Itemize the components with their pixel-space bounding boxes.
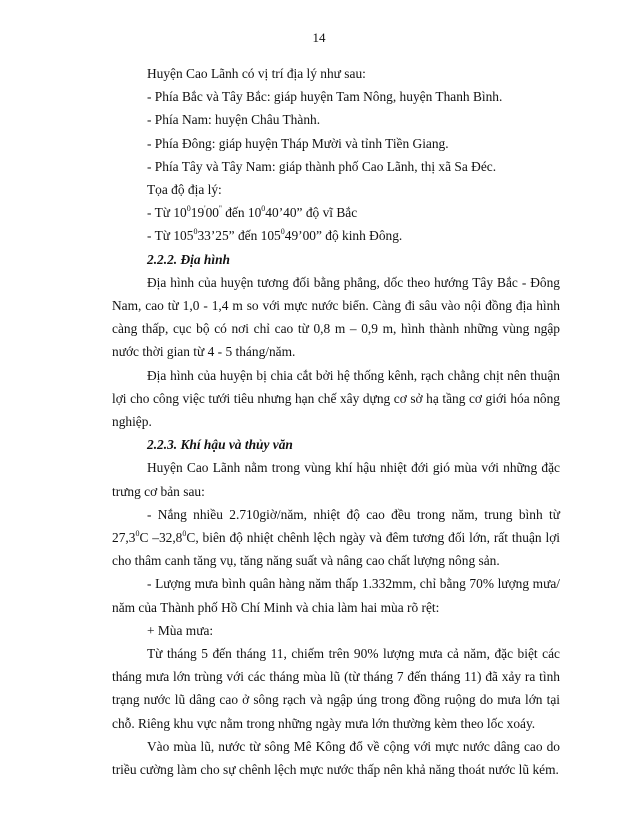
location-intro: Huyện Cao Lãnh có vị trí địa lý như sau: [147, 66, 366, 81]
climate-paragraph-1: Huyện Cao Lãnh nằm trong vùng khí hậu nhiệt đới gió mùa với những đặc trưng cơ bản sau: [112, 460, 560, 499]
lon-text-b: 33’25” đến 105 [197, 228, 281, 244]
climate-paragraph-3: - Lượng mưa bình quân hàng năm thấp 1.332mm, chỉ bằng 70% lượng mưa/ năm của Thành phố Hồ Chí Minh và chia làm hai mùa rõ rệt: [112, 576, 560, 615]
latitude-line [112, 201, 560, 224]
sunshine-text-a: - Nắng nhiều 2.710giờ/năm, nhiệt độ cao đều trong năm, trung bình từ 27,3 [112, 506, 560, 546]
lon-text-a: - Từ 105 [147, 228, 194, 244]
page-content [112, 62, 560, 781]
lon-text-c: 49’00” độ kinh Đông. [284, 228, 403, 244]
temp-degree-2: 0 [182, 528, 187, 538]
location-south: - Phía Nam: huyện Châu Thành. [147, 112, 321, 128]
sunshine-text-b: C –32,8 [139, 530, 183, 546]
climate-paragraph-2 [112, 503, 560, 573]
lat-text-b: 19 [190, 205, 205, 221]
terrain-paragraph-1: Địa hình của huyện tương đối bằng phẳng, dốc theo hướng Tây Bắc - Đông Nam, cao từ 1,0 - 1,4 m so với mực nước biển. Càng đi sâu vào nội đồng địa hình càng thấp, cục bộ có nơi chỉ cao từ 0,8 m – 0,9 m, hình thành những vùng ngập nước thời gian từ 4 - 5 tháng/năm. [112, 274, 560, 360]
lat-text-a: - Từ 10 [147, 205, 187, 221]
lat-text-e: 40’40” độ vĩ Bắc [265, 205, 358, 221]
longitude-line [112, 224, 560, 247]
location-north: - Phía Bắc và Tây Bắc: giáp huyện Tam Nông, huyện Thanh Bình. [147, 89, 503, 105]
lat-text-c: 00 [205, 205, 219, 221]
sunshine-text-c: C, biên độ nhiệt chênh lệch ngày và đêm tương đối lớn, rất thuận lợi cho thâm canh tăng vụ, tăng năng suất và nâng cao chất lượng nông sản. [112, 530, 560, 569]
terrain-paragraph-2: Địa hình của huyện bị chia cắt bởi hệ thống kênh, rạch chằng chịt nên thuận lợi cho công việc tưới tiêu nhưng hạn chế xây dựng cơ sở hạ tầng cơ giới hóa nông nghiệp. [112, 367, 560, 430]
location-west: - Phía Tây và Tây Nam: giáp thành phố Cao Lãnh, thị xã Sa Đéc. [147, 158, 497, 174]
climate-paragraph-6: Vào mùa lũ, nước từ sông Mê Kông đổ về cộng với mực nước dâng cao do triều cường làm cho sự chênh lệch mực nước thấp nên khả năng thoát nước lũ kém. [112, 738, 560, 778]
lon-degree-1: 0 [193, 226, 198, 236]
lat-degree-1: 0 [186, 203, 191, 213]
lat-text-d: đến 10 [221, 205, 262, 221]
lon-degree-2: 0 [280, 226, 285, 236]
climate-paragraph-5: Từ tháng 5 đến tháng 11, chiếm trên 90% lượng mưa cả năm, đặc biệt các tháng mưa lớn trùng với các tháng mùa lũ (từ tháng 7 đến tháng 11) đã xảy ra tình trạng nước lũ dâng cao ở sông rạch và ngập úng trong đồng ruộng do mưa lớn tại chỗ. Riêng khu vực nằm trong những ngày mưa lớn thường kèm theo lốc xoáy. [112, 646, 560, 731]
climate-paragraph-4: + Mùa mưa: [147, 622, 214, 638]
location-east: - Phía Đông: giáp huyện Tháp Mười và tỉnh Tiền Giang. [147, 135, 449, 151]
section-heading-terrain: 2.2.2. Địa hình [147, 251, 230, 267]
temp-degree-1: 0 [135, 528, 140, 538]
section-heading-climate: 2.2.3. Khí hậu và thủy văn [147, 437, 293, 453]
page-number: 14 [312, 30, 326, 45]
lat-degree-2: 0 [261, 203, 266, 213]
lat-minute-mark: ' [204, 203, 206, 213]
coordinates-intro: Tọa độ địa lý: [147, 182, 222, 198]
lat-second-mark: '' [218, 203, 222, 213]
